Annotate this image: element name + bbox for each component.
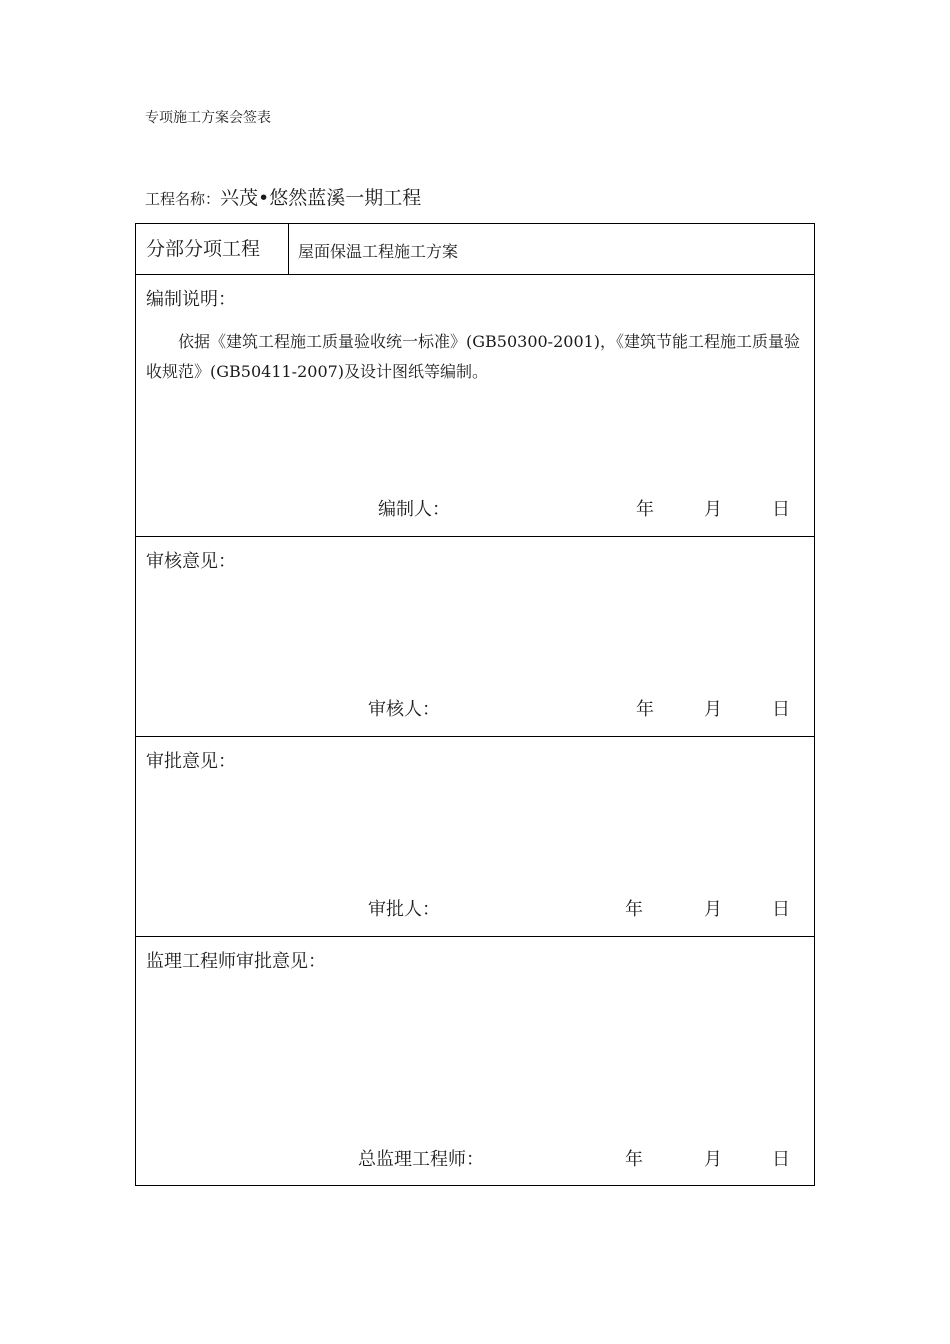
project-name-value: 兴茂•悠然蓝溪一期工程 [220,187,422,209]
column-divider [288,224,289,274]
signoff-table [135,223,815,1186]
date-year: 年 [636,699,654,720]
date-month: 月 [704,699,722,720]
chief-supervisor-signature-label: 总监理工程师： [358,1149,484,1170]
supervisor-title: 监理工程师审批意见： [146,951,326,972]
date-day: 日 [772,1149,790,1170]
date-year: 年 [636,499,654,520]
compile-title: 编制说明： [146,289,236,310]
date-day: 日 [772,499,790,520]
project-name-label: 工程名称： [145,190,221,208]
review-section [136,537,814,736]
date-day: 日 [772,899,790,920]
date-month: 月 [704,899,722,920]
compile-section [136,275,814,537]
review-title: 审核意见： [146,551,236,572]
compile-description: 依据《建筑工程施工质量验收统一标准》(GB50300-2001)，《建筑节能工程施工质量验收规范》(GB50411-2007)及设计图纸等编制。 [146,332,801,381]
form-header-title: 专项施工方案会签表 [145,110,271,126]
date-year: 年 [625,1149,643,1170]
project-name-line [145,183,421,210]
reviewer-signature-label: 审核人： [368,699,440,720]
approver-signature-label: 审批人： [368,899,440,920]
date-month: 月 [704,1149,722,1170]
approve-section [136,737,814,936]
date-day: 日 [772,699,790,720]
compiler-signature-label: 编制人： [378,499,450,520]
date-month: 月 [704,499,722,520]
subproject-value: 屋面保温工程施工方案 [298,242,459,261]
supervisor-section [136,937,814,1185]
subproject-row [136,224,814,274]
approve-title: 审批意见： [146,751,236,772]
date-year: 年 [625,899,643,920]
subproject-label: 分部分项工程 [146,238,261,260]
